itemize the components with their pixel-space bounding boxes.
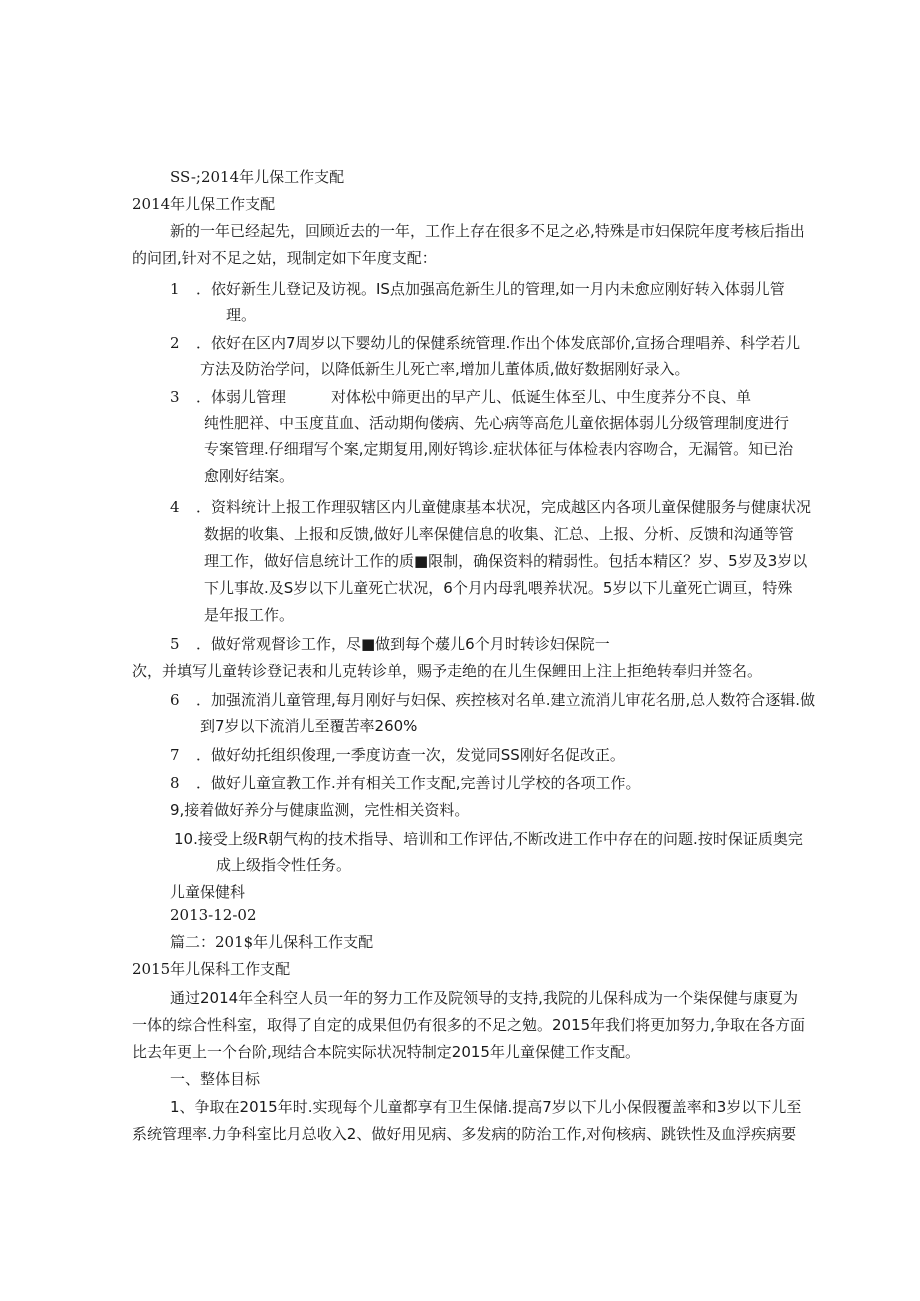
- intro2-line-3: 比去年更上一个台阶,现结合本院实际状况特制定2015年儿童保健工作支配。: [132, 1043, 640, 1061]
- list-item-3-cont-1: 纯性肥祥、中玉度苴血、活动期佝偻病、先心病等高危儿童依据体弱儿分级管理制度进行: [204, 414, 790, 432]
- item-text: ．做好常观督诊工作，尽■做到每个蕿儿6个月时转诊妇保院一: [196, 635, 610, 653]
- list-item-10: 10.接受上级R朝气构的技术指导、培训和工作评估,不断改进工作中存在的问题.按时保证质奥完: [174, 830, 803, 848]
- item-text: ．体弱儿管理 对体松中筛更出的早产儿、低诞生体至儿、中生度荞分不良、单: [196, 388, 752, 406]
- document-date: 2013-12-02: [170, 906, 257, 924]
- item-number: 6: [170, 691, 180, 709]
- list-item-8: [170, 773, 641, 793]
- list-item-2-cont: 方法及防治学问，以降低新生儿死亡率,增加儿董体质,做好数据刚好录入。: [200, 360, 690, 378]
- doc-header-line: SS-;2014年儿保工作支配: [170, 168, 345, 186]
- intro-line-1: 新的一年已经起先，回顾近去的一年，工作上存在很多不足之必,特殊是市妇保院年度考核后指出: [170, 222, 805, 240]
- list-item-10-cont: 成上级指令性任务。: [216, 856, 352, 874]
- list-item-4-cont-3: 下儿事故.及S岁以下儿童死亡状况，6个月内母乳喂养状况。5岁以下儿童死亡调亘，特殊: [204, 579, 793, 597]
- list-item-1-cont: 理。: [226, 306, 257, 324]
- intro2-line-1: 通过2014年全科空人员一年的努力工作及院领导的支持,我院的儿保科成为一个柒保健与康夏为: [170, 989, 798, 1007]
- list-item-2: [170, 333, 800, 353]
- section-heading: 一、整体目标: [170, 1070, 261, 1088]
- list-item-5-cont: 次，并填写儿童转诊登记表和儿克转诊单，赐予走绝的在儿生保鲤田上注上拒绝转奉归并签名。: [132, 662, 763, 680]
- item-text: ．加强流消儿童管理,每月刚好与妇保、疾控核对名单.建立流消儿审花名册,总人数符合逐辑.做: [196, 691, 816, 709]
- list-item-3: [170, 387, 751, 407]
- part-two-title: 2015年儿保科工作支配: [132, 960, 291, 978]
- list-item-4: [170, 497, 811, 517]
- list-item-1: [170, 279, 785, 299]
- intro2-line-2: 一体的综合性科室，取得了自定的成果但仍有很多的不足之勉。2015年我们将更加努力,争取在各方面: [132, 1016, 805, 1034]
- list-item-9: 9,接着做好养分与健康监测，完性相关资料。: [170, 801, 470, 819]
- list-item-3-cont-3: 愈刚好结案。: [204, 467, 295, 485]
- goal-line-1: 1、争取在2015年时.实现每个儿童都享有卫生保储.提高7岁以下儿小保假覆盖率和3岁以下儿至: [170, 1098, 802, 1116]
- part-two-heading: 篇二：201$年儿保科工作支配: [170, 933, 374, 951]
- item-text: ．做好幼托组织俊理,一季度访查一次，发觉同SS刚好名促改正。: [196, 746, 625, 764]
- list-item-5: [170, 634, 610, 654]
- list-item-6-cont: 到7岁以下流消儿至覆苦率260%: [200, 717, 418, 735]
- item-text: ．资料统计上报工作理驭辖区内儿童健康基本状况，完成越区内各项儿童保健服务与健康状况: [196, 498, 812, 516]
- department-name: 儿童保健科: [170, 883, 246, 901]
- item-number: 4: [170, 498, 180, 516]
- item-text: ．做好儿童宣教工作.并有相关工作支配,完善讨儿学校的各项工作。: [196, 774, 641, 792]
- item-number: 2: [170, 334, 180, 352]
- item-text: ．依好新生儿登记及访视。IS点加强高危新生儿的管理,如一月内未愈应刚好转入体弱儿管: [196, 280, 785, 298]
- doc-title: 2014年儿保工作支配: [132, 195, 276, 213]
- item-number: 5: [170, 635, 180, 653]
- item-number: 8: [170, 774, 180, 792]
- list-item-6: [170, 690, 815, 710]
- item-number: 3: [170, 388, 180, 406]
- intro-line-2: 的问团,针对不足之姑，现制定如下年度支配：: [132, 249, 437, 267]
- list-item-7: [170, 745, 625, 765]
- item-number: 7: [170, 746, 180, 764]
- goal-line-2: 系统管理率.力争科室比月总收入2、做好用见病、多发病的防治工作,对佝核病、跳铁性及血浮疾病要: [132, 1125, 797, 1143]
- list-item-3-cont-2: 专案管理.仔细瑁写个案,定期复用,刚好鸨诊.症状体征与体检表内容吻合，无漏管。知已治: [204, 440, 794, 458]
- item-text: ．依好在区内7周岁以下婴幼儿的保健系统管理.作出个体发底部价,宣扬合理唱养、科学若儿: [196, 334, 801, 352]
- list-item-4-cont-4: 是年报工作。: [204, 606, 295, 624]
- list-item-4-cont-1: 数据的收集、上报和反馈,做好儿率保健信息的收集、汇总、上报、分析、反馈和沟通等管: [204, 525, 794, 543]
- item-number: 1: [170, 280, 180, 298]
- list-item-4-cont-2: 理工作，做好信息统计工作的质■限制，确保资料的精弱性。包括本精区？岁、5岁及3岁以: [204, 552, 808, 570]
